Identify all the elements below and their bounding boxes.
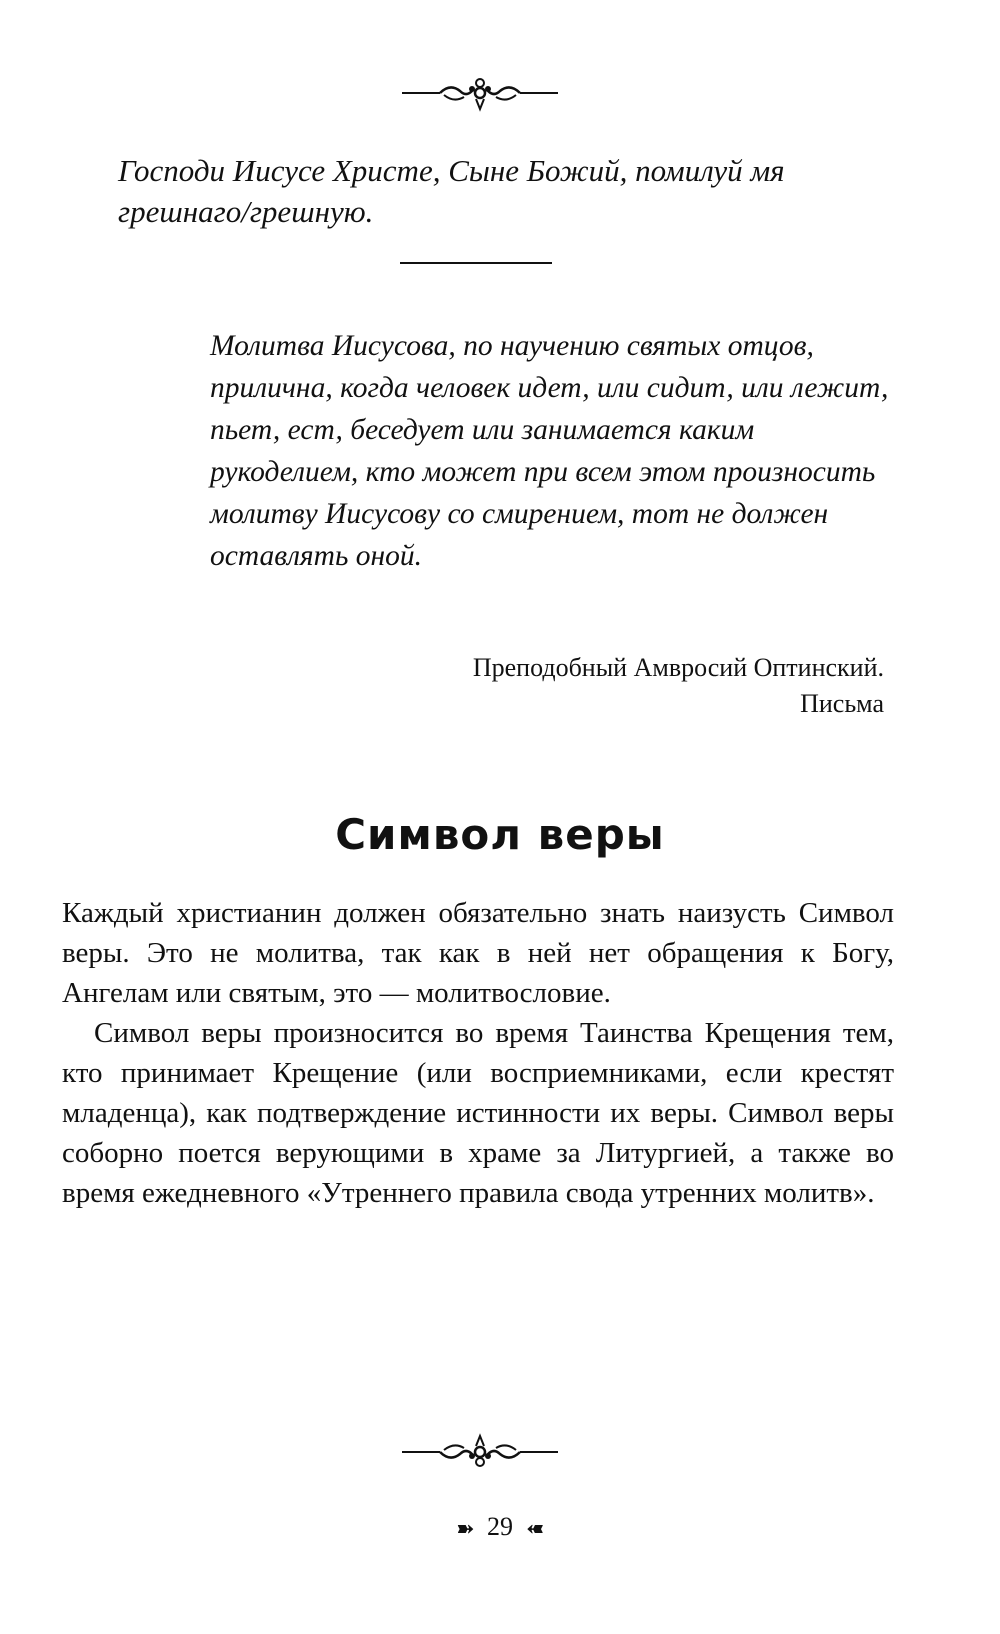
body-paragraph-2: Символ веры произносится во время Таинства Крещения тем, кто принимает Крещение (или восприемниками, если крестят младенца), как подтверждение истинности их веры. Символ веры соборно поется верующими в храме за Литургией, а также во время ежедневного «Утреннего правила свода утренних молитв».	[62, 1017, 894, 1209]
page-footer	[0, 1512, 1000, 1542]
prayer-text: Господи Иисусе Христе, Сыне Божий, помилуй мя грешнаго/грешную.	[118, 153, 785, 229]
bottom-ornament-icon	[400, 1430, 560, 1470]
section-divider	[400, 262, 552, 264]
quote-attribution	[473, 650, 884, 722]
top-ornament-icon	[400, 75, 560, 115]
quote-text: Молитва Иисусова, по научению святых отцов, прилична, когда человек идет, или сидит, или лежит, пьет, ест, беседует или занимается каким рукоделием, кто может при всем этом произносить молитву Иисусову со смирением, тот не должен оставлять оной.	[210, 330, 889, 572]
arrow-left-icon: ➽	[525, 1516, 544, 1542]
arrow-right-icon: ➽	[456, 1516, 475, 1542]
section-title: Символ веры	[335, 810, 665, 859]
body-paragraph-1: Каждый христианин должен обязательно знать наизусть Символ веры. Это не молитва, так как в ней нет обращения к Богу, Ангелам или святым, это — молитвословие.	[62, 897, 894, 1009]
prayer-text-block	[118, 150, 858, 232]
quote-source: Письма	[800, 689, 884, 718]
quote-author: Преподобный Амвросий Оптинский.	[472, 653, 884, 682]
section-body	[62, 893, 894, 1213]
page-number: 29	[487, 1512, 513, 1541]
quote-block	[210, 325, 890, 577]
